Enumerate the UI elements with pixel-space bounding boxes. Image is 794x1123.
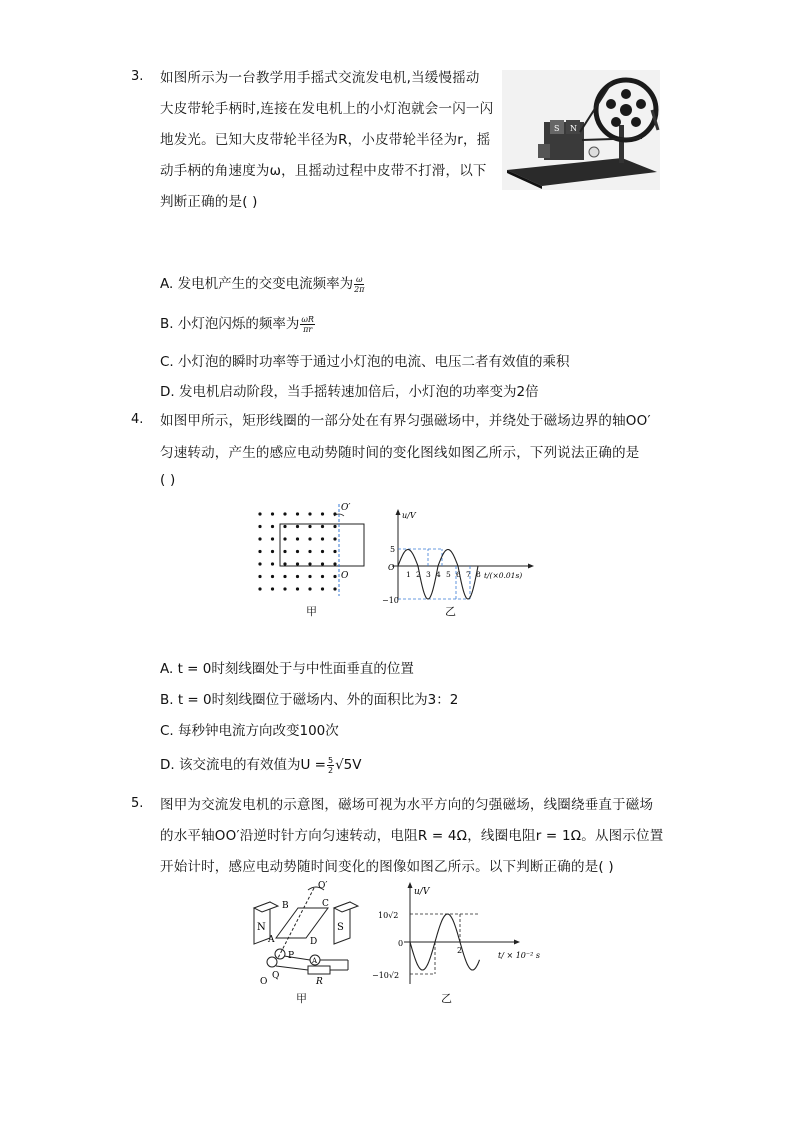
option-b-fraction	[300, 315, 315, 334]
fraction-denominator: πr	[303, 324, 313, 334]
field-dot	[283, 525, 286, 528]
field-dot	[333, 525, 336, 528]
field-dot	[258, 575, 261, 578]
fraction-numerator: ωR	[301, 314, 314, 324]
field-dot	[283, 512, 286, 515]
option-d-text: D. 该交流电的有效值为U =	[160, 757, 326, 773]
field-dot	[296, 550, 299, 553]
figure-caption: 甲	[306, 605, 317, 618]
axis-label-o: O	[260, 977, 268, 987]
origin-label: O	[388, 563, 395, 572]
field-dot	[296, 525, 299, 528]
field-dot	[283, 587, 286, 590]
y-tick-neg10: −10	[382, 596, 399, 605]
field-dot	[258, 562, 261, 565]
axis-label-o-prime: O′	[341, 503, 351, 513]
x-tick-label: 5	[446, 570, 451, 579]
axis-label-o-prime: O′	[318, 881, 328, 891]
x-tick-label: 1	[406, 570, 411, 579]
field-dot	[283, 537, 286, 540]
option-d-fraction	[327, 756, 334, 775]
fraction-denominator: 2π	[354, 284, 365, 294]
field-dot	[258, 537, 261, 540]
corner-label-b: B	[282, 901, 289, 911]
figure-4-right	[380, 506, 540, 606]
field-dot	[283, 562, 286, 565]
corner-label-a: A	[268, 935, 275, 945]
question-number: 5.	[131, 796, 144, 811]
brush-label-p: P	[288, 951, 295, 961]
fraction-denominator: 2	[327, 765, 334, 775]
question-text-line: 地发光。已知大皮带轮半径为R，小皮带轮半径为r，摇	[160, 132, 491, 148]
ammeter-label: A	[312, 957, 318, 965]
fraction-numerator: ω	[356, 274, 363, 284]
field-dot	[271, 512, 274, 515]
field-dot	[308, 525, 311, 528]
field-dot	[308, 512, 311, 515]
y-tick-zero: 0	[398, 939, 404, 948]
x-tick-label: 8	[476, 570, 481, 579]
field-dot	[258, 587, 261, 590]
y-tick-max: 10√2	[378, 911, 399, 920]
question-text-line: 匀速转动，产生的感应电动势随时间的变化图线如图乙所示，下列说法正确的是	[160, 445, 640, 461]
option-b[interactable]: B. t = 0时刻线圈位于磁场内、外的面积比为3：2	[160, 692, 459, 708]
brush-label-q: Q	[272, 971, 280, 981]
field-dot	[308, 537, 311, 540]
field-dot	[321, 575, 324, 578]
field-dot	[296, 587, 299, 590]
option-c[interactable]: C. 每秒钟电流方向改变100次	[160, 723, 339, 739]
y-axis-label: u/V	[402, 511, 416, 520]
option-b-text: B. 小灯泡闪烁的频率为	[160, 316, 300, 332]
option-b[interactable]	[160, 312, 316, 334]
field-dot	[321, 512, 324, 515]
question-text-line: 动手柄的角速度为ω，且摇动过程中皮带不打滑，以下	[160, 163, 487, 179]
figure-4-left	[252, 500, 374, 618]
corner-label-c: C	[322, 899, 329, 909]
option-d[interactable]	[160, 753, 362, 775]
question-number: 3.	[131, 69, 144, 84]
field-dot	[308, 562, 311, 565]
question-text-line: 开始计时，感应电动势随时间变化的图像如图乙所示。以下判断正确的是( )	[160, 859, 614, 875]
field-dot	[296, 562, 299, 565]
figure-caption: 乙	[445, 605, 456, 618]
field-dot	[283, 550, 286, 553]
question-text-line: 的水平轴OO′沿逆时针方向匀速转动，电阻R = 4Ω，线圈电阻r = 1Ω。从图示位置	[160, 828, 664, 844]
x-axis-label: t/(×0.01s)	[484, 571, 523, 580]
figure-caption: 乙	[441, 992, 452, 1005]
option-d-value: √5V	[335, 757, 362, 773]
field-dot	[271, 550, 274, 553]
field-dot	[333, 562, 336, 565]
field-dot	[296, 575, 299, 578]
field-dot	[321, 537, 324, 540]
magnet-label-s: S	[554, 124, 560, 133]
field-dot	[258, 512, 261, 515]
option-a[interactable]	[160, 272, 365, 294]
x-tick-label: 7	[466, 570, 471, 579]
field-dot	[333, 537, 336, 540]
field-dot	[271, 575, 274, 578]
option-d[interactable]: D. 发电机启动阶段，当手摇转速加倍后，小灯泡的功率变为2倍	[160, 384, 539, 400]
field-dot	[296, 512, 299, 515]
y-tick-min: −10√2	[372, 971, 400, 980]
field-dot	[271, 562, 274, 565]
question-number: 4.	[131, 412, 144, 427]
field-dot	[333, 575, 336, 578]
field-dot	[271, 537, 274, 540]
field-dot	[308, 587, 311, 590]
y-tick-5: 5	[390, 545, 396, 554]
figure-5-right	[370, 880, 550, 990]
figure-5-left	[248, 878, 368, 1006]
magnet-n-label: N	[257, 922, 266, 933]
x-tick-label: 6	[456, 570, 461, 579]
x-ticks	[406, 549, 481, 599]
field-dot	[296, 537, 299, 540]
fraction-numerator: 5	[327, 755, 334, 765]
x-tick-label: 3	[426, 570, 431, 579]
question-text-line: ( )	[160, 472, 176, 488]
option-a[interactable]: A. t = 0时刻线圈处于与中性面垂直的位置	[160, 661, 414, 677]
generator-photo	[502, 70, 660, 190]
resistor-label-r: R	[316, 977, 323, 987]
x-tick-2: 2	[457, 946, 463, 955]
question-text-line: 图甲为交流发电机的示意图，磁场可视为水平方向的匀强磁场，线圈绕垂直于磁场	[160, 797, 654, 813]
question-text-line: 如图甲所示，矩形线圈的一部分处在有界匀强磁场中，并绕处于磁场边界的轴OO′	[160, 413, 651, 429]
option-a-text: A. 发电机产生的交变电流频率为	[160, 276, 354, 292]
field-dot	[333, 550, 336, 553]
field-dot	[321, 587, 324, 590]
x-tick-label: 4	[436, 570, 441, 579]
magnet-s-label: S	[337, 922, 344, 933]
field-dot	[308, 550, 311, 553]
field-dot	[271, 525, 274, 528]
field-dot	[271, 587, 274, 590]
option-c[interactable]: C. 小灯泡的瞬时功率等于通过小灯泡的电流、电压二者有效值的乘积	[160, 354, 570, 370]
field-dot	[321, 562, 324, 565]
figure-caption: 甲	[296, 992, 307, 1005]
magnet-label-n: N	[570, 124, 577, 133]
field-dot	[308, 575, 311, 578]
x-axis-label: t/ × 10⁻² s	[498, 951, 540, 960]
field-dot	[283, 575, 286, 578]
field-dot	[333, 587, 336, 590]
field-dot	[321, 550, 324, 553]
question-text-line: 大皮带轮手柄时,连接在发电机上的小灯泡就会一闪一闪	[160, 101, 494, 117]
question-text-line: 如图所示为一台教学用手摇式交流发电机,当缓慢摇动	[160, 70, 480, 86]
corner-label-d: D	[310, 937, 318, 947]
x-tick-label: 2	[416, 570, 421, 579]
question-text-line: 判断正确的是( )	[160, 194, 258, 210]
y-axis-label: u/V	[414, 887, 430, 897]
field-dot	[258, 525, 261, 528]
axis-label-o: O	[341, 571, 349, 581]
field-dot	[321, 525, 324, 528]
field-dot	[258, 550, 261, 553]
option-a-fraction	[354, 275, 364, 294]
